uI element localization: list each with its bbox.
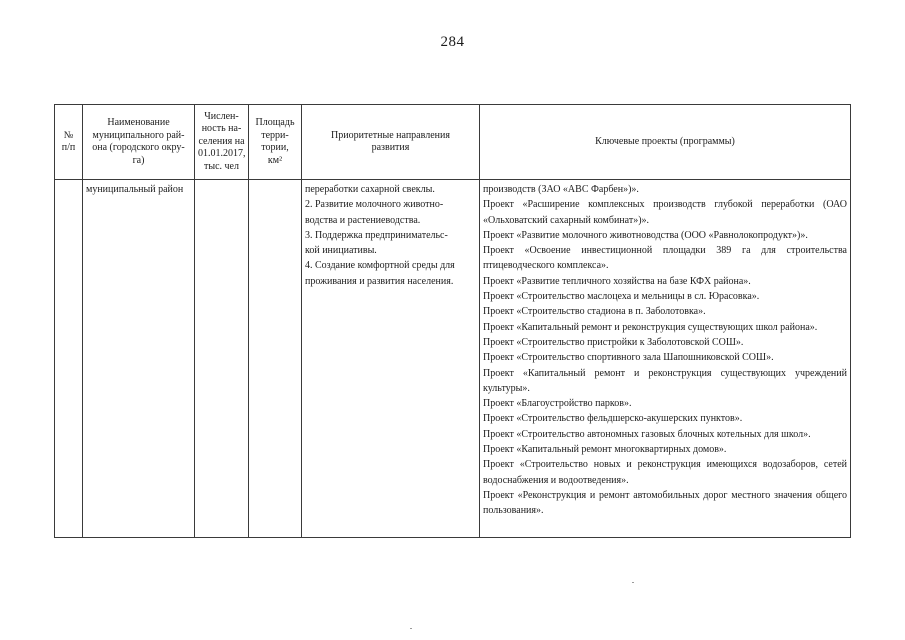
header-number: № п/п	[55, 105, 83, 180]
development-projects-table	[54, 104, 851, 538]
table-row	[55, 180, 851, 538]
header-population: Числен- ность на- селения на 01.01.2017, тыс. чел	[195, 105, 249, 180]
header-priorities: Приоритетные направления развития	[302, 105, 480, 180]
project-item: Проект «Капитальный ремонт многоквартирных домов».	[483, 444, 727, 456]
project-item: Проект «Расширение комплексных производств глубокой переработки (ОАО «Ольховатский сахарный комбинат»)».	[483, 199, 847, 226]
project-item: Проект «Строительство фельдшерско-акушерских пунктов».	[483, 413, 743, 425]
project-item: производств (ЗАО «АВС Фарбен»)».	[483, 184, 639, 195]
cell-number	[55, 180, 83, 538]
project-item: Проект «Благоустройство парков».	[483, 398, 632, 410]
project-item: Проект «Развитие молочного животноводства (ООО «Равнолокопродукт»)».	[483, 229, 808, 241]
header-area: Площадь терри- тории, км²	[249, 105, 302, 180]
cell-projects	[480, 180, 851, 538]
scan-speck	[632, 582, 634, 583]
project-item: Проект «Строительство пристройки к Заболотовской СОШ».	[483, 336, 744, 348]
project-item: Проект «Капитальный ремонт и реконструкция существующих школ района».	[483, 321, 818, 333]
cell-priorities: переработки сахарной свеклы. 2. Развитие молочного животно- водства и растениеводства. 3. Поддержка предпринимательс- кой инициативы. 4. Создание комфортной среды для проживания и развития населения.	[302, 180, 480, 538]
header-district: Наименование муниципального рай- она (городского окру- га)	[83, 105, 195, 180]
scan-speck	[410, 628, 412, 629]
project-item: Проект «Строительство маслоцеха и мельницы в сл. Юрасовка».	[483, 291, 760, 303]
project-item: Проект «Реконструкция и ремонт автомобильных дорог местного значения общего пользования».	[483, 489, 847, 517]
project-item: Проект «Развитие тепличного хозяйства на базе КФХ района».	[483, 275, 751, 287]
page-number: 284	[440, 34, 465, 50]
project-item: Проект «Капитальный ремонт и реконструкция существующих учреждений культуры».	[483, 367, 847, 394]
table-header-row	[55, 105, 851, 180]
cell-district: муниципальный район	[83, 180, 195, 538]
cell-area	[249, 180, 302, 538]
project-item: Проект «Строительство автономных газовых блочных котельных для школ».	[483, 428, 811, 440]
project-item: Проект «Строительство стадиона в п. Заболотовка».	[483, 306, 706, 318]
header-projects: Ключевые проекты (программы)	[480, 105, 851, 180]
project-item: Проект «Освоение инвестиционной площадки 389 га для строительства птицеводческого комплекса».	[483, 245, 847, 272]
project-item: Проект «Строительство спортивного зала Шапошниковской СОШ».	[483, 352, 774, 364]
project-item: Проект «Строительство новых и реконструкция имеющихся водозаборов, сетей водоснабжения и водоотведения».	[483, 459, 847, 486]
cell-population	[195, 180, 249, 538]
